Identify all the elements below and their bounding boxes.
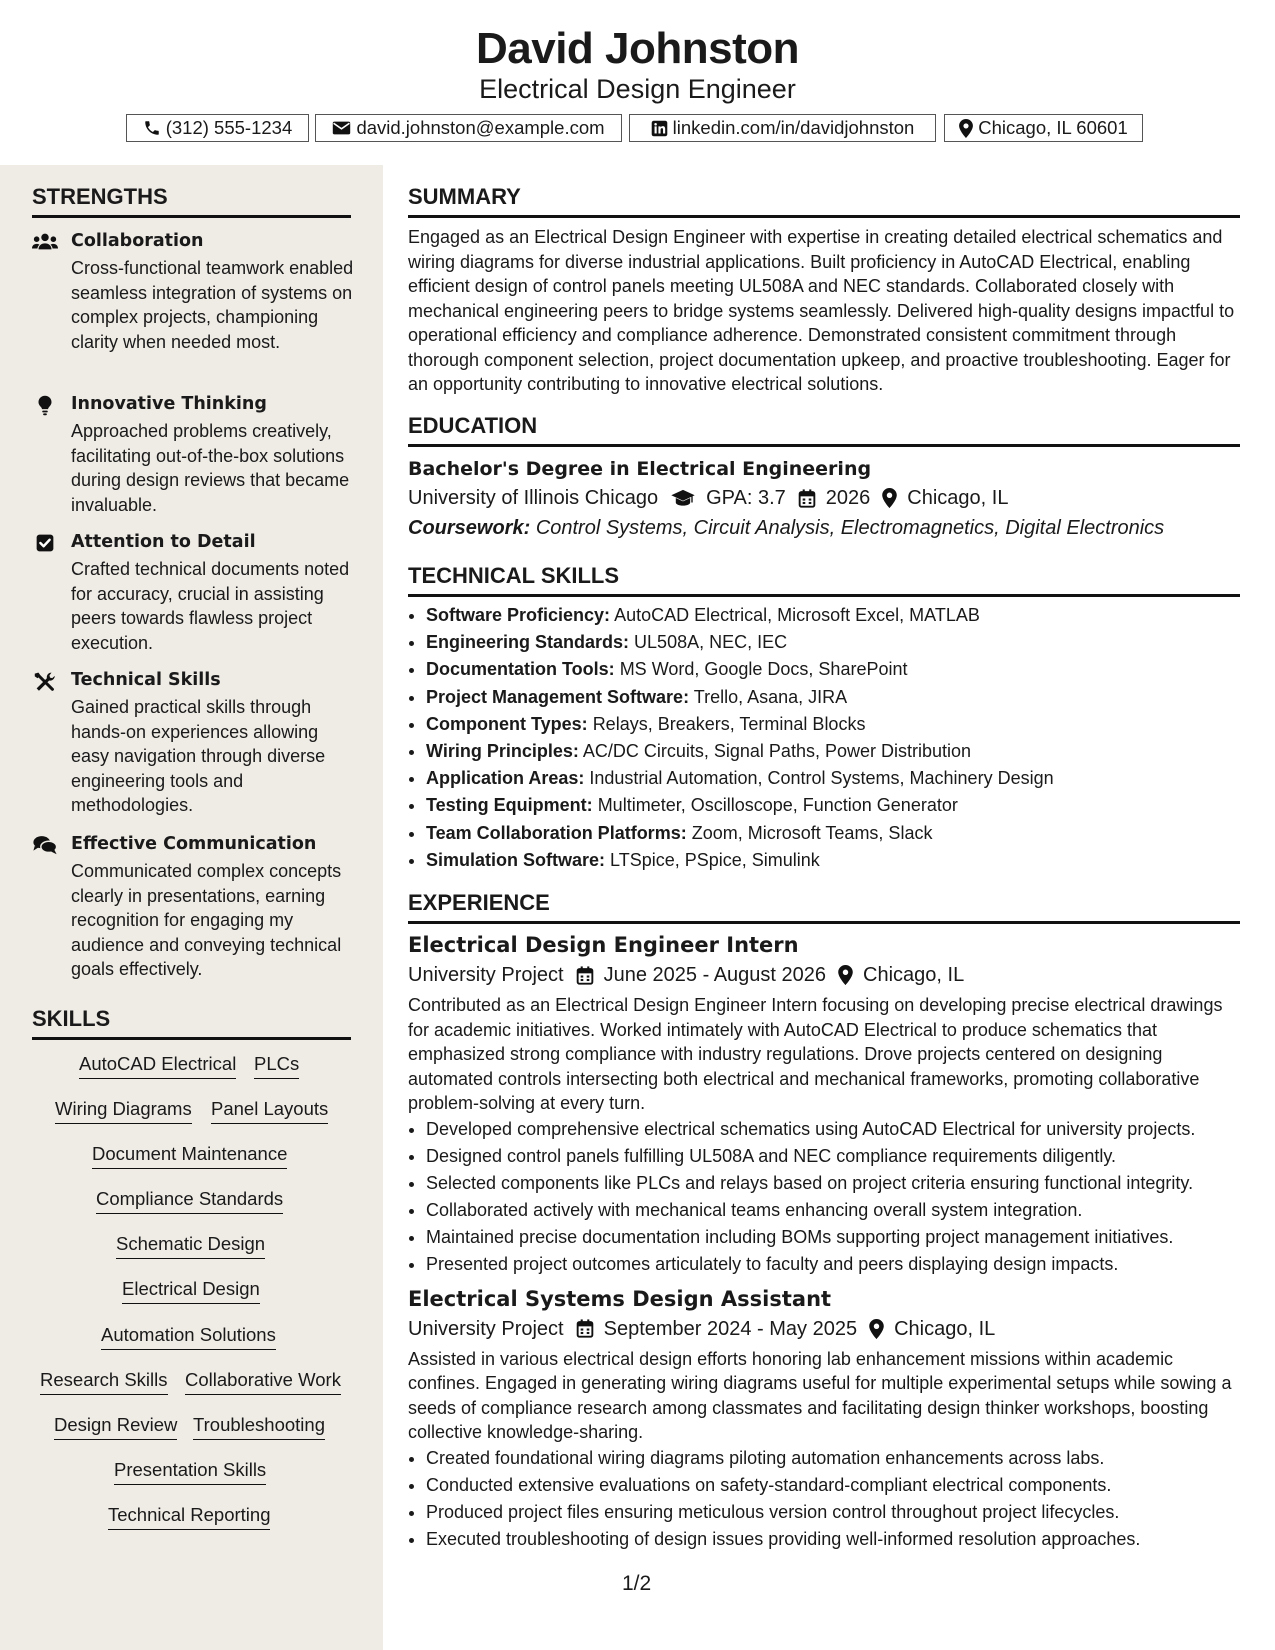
- skill-tag: Electrical Design: [122, 1277, 260, 1304]
- location-text: Chicago, IL 60601: [978, 117, 1128, 138]
- contact-linkedin[interactable]: [629, 114, 936, 142]
- skill-tag: Panel Layouts: [211, 1097, 328, 1124]
- skill-tag: Troubleshooting: [193, 1413, 325, 1440]
- page-number: 1/2: [622, 1572, 652, 1595]
- graduation-year: 2026: [825, 487, 871, 509]
- job-location: Chicago, IL: [863, 964, 965, 986]
- skill-category: Project Management Software:: [426, 686, 690, 707]
- job-bullets: [408, 1116, 1240, 1278]
- experience-section: [408, 889, 1240, 1553]
- job-dates: September 2024 - May 2025: [603, 1317, 858, 1340]
- resume-header: [0, 0, 1275, 165]
- candidate-title: Electrical Design Engineer: [479, 74, 796, 104]
- experience-heading: EXPERIENCE: [408, 889, 1240, 924]
- skill-tag: Document Maintenance: [92, 1142, 287, 1169]
- list-item: • Created foundational wiring diagrams piloting automation enhancements across labs.: [426, 1445, 1240, 1472]
- checkbox-icon: [32, 532, 58, 554]
- strength-title: Collaboration: [71, 231, 204, 251]
- skill-tag: Presentation Skills: [114, 1458, 266, 1485]
- strength-description: Cross-functional teamwork enabled seamless integration of systems on complex projects, championing clarity when needed most.: [71, 258, 354, 352]
- strengths-section: [32, 183, 351, 218]
- skill-category: Team Collaboration Platforms:: [426, 822, 687, 843]
- comments-icon: [32, 834, 58, 856]
- list-item: • Executed troubleshooting of design issues providing well-informed resolution approaches.: [426, 1526, 1240, 1553]
- strength-title: Attention to Detail: [71, 532, 256, 552]
- education-section: [408, 412, 1240, 543]
- job-org: University Project: [408, 1317, 564, 1340]
- coursework-line: [408, 513, 1240, 543]
- email-text: david.johnston@example.com: [356, 117, 605, 138]
- education-heading: EDUCATION: [408, 412, 1240, 447]
- technical-skills-section: [408, 562, 1240, 874]
- skill-tag: Design Review: [54, 1413, 177, 1440]
- job-description: Assisted in various electrical design efforts honoring lab enhancement missions within academic confines. Engaged in generating wiring diagrams useful for multiple experimental setups while sowing a seeds of compliance research among classmates and facilitating design thinker workshops, boosting collective knowledge-sharing.: [408, 1348, 1232, 1442]
- list-item: • Conducted extensive evaluations on safety-standard-compliant electrical components.: [426, 1472, 1240, 1499]
- skill-values: AutoCAD Electrical, Microsoft Excel, MATLAB: [614, 605, 980, 625]
- sidebar: [0, 165, 383, 1650]
- job-title: Electrical Design Engineer Intern: [408, 933, 799, 957]
- skill-values: Trello, Asana, JIRA: [693, 686, 848, 707]
- list-item: • Selected components like PLCs and relays based on project criteria ensuring functional integrity.: [426, 1170, 1240, 1197]
- contact-phone[interactable]: [126, 114, 309, 142]
- summary-heading: SUMMARY: [408, 183, 1240, 218]
- envelope-icon: [332, 120, 351, 136]
- strength-description: Gained practical skills through hands-on experiences allowing easy navigation through diverse engineering tools and methodologies.: [71, 697, 326, 815]
- tools-icon: [32, 670, 58, 692]
- list-item: • Presented project outcomes articulately to faculty and peers displaying design impacts.: [426, 1251, 1240, 1278]
- job-location: Chicago, IL: [894, 1317, 996, 1340]
- skill-category: Application Areas:: [426, 768, 585, 789]
- map-pin-icon: [838, 965, 853, 985]
- strengths-heading: STRENGTHS: [32, 183, 351, 218]
- skill-category: Engineering Standards:: [426, 632, 630, 653]
- calendar-icon: [576, 1319, 594, 1338]
- phone-icon: [143, 119, 161, 137]
- list-item: [426, 656, 1240, 683]
- linkedin-text: linkedin.com/in/davidjohnston: [672, 117, 915, 138]
- contact-email[interactable]: [315, 114, 622, 142]
- coursework-label: Coursework:: [408, 517, 531, 539]
- skill-values: LTSpice, PSpice, Simulink: [610, 849, 820, 870]
- phone-text: (312) 555-1234: [165, 117, 293, 138]
- map-pin-icon: [869, 1319, 884, 1339]
- graduation-cap-icon: [670, 489, 696, 507]
- list-item: [426, 711, 1240, 738]
- users-icon: [32, 231, 58, 253]
- skill-category: Software Proficiency:: [426, 605, 611, 625]
- strength-description: Communicated complex concepts clearly in presentations, earning recognition for engaging my audience and conveying technical goals effectively.: [71, 861, 342, 979]
- job-dates: June 2025 - August 2026: [603, 964, 827, 986]
- coursework-list: Control Systems, Circuit Analysis, Electromagnetics, Digital Electronics: [535, 517, 1165, 539]
- list-item: [426, 820, 1240, 847]
- list-item: [426, 792, 1240, 819]
- strength-title: Effective Communication: [71, 834, 317, 854]
- job-entry: [408, 1284, 1240, 1553]
- list-item: • Collaborated actively with mechanical teams enhancing overall system integration.: [426, 1197, 1240, 1224]
- skill-tag: Compliance Standards: [96, 1187, 283, 1214]
- skill-values: MS Word, Google Docs, SharePoint: [619, 659, 908, 680]
- list-item: • Maintained precise documentation including BOMs supporting project management initiatives.: [426, 1224, 1240, 1251]
- skills-section: [32, 1005, 351, 1040]
- skill-category: Component Types:: [426, 713, 588, 734]
- job-description: Contributed as an Electrical Design Engineer Intern focusing on developing precise electrical drawings for academic initiatives. Worked intimately with AutoCAD Electrical to produce schematics that emphasized strong compliance with industry regulations. Drove projects centered on designing automated controls intersecting both electrical and mechanical frameworks, promoting collaborative problem-solving at every turn.: [408, 995, 1223, 1113]
- skill-tag: Schematic Design: [116, 1232, 265, 1259]
- technical-skills-list: [408, 602, 1240, 874]
- skill-values: Industrial Automation, Control Systems, Machinery Design: [589, 768, 1054, 789]
- list-item: [426, 738, 1240, 765]
- skill-tag: AutoCAD Electrical: [79, 1052, 236, 1079]
- strength-description: Approached problems creatively, facilitating out-of-the-box solutions during design reviews that became invaluable.: [71, 421, 350, 515]
- job-org: University Project: [408, 964, 564, 986]
- job-meta: [408, 960, 1240, 990]
- school-name: University of Illinois Chicago: [408, 487, 659, 509]
- skill-tag: Wiring Diagrams: [55, 1097, 192, 1124]
- skill-tag: Research Skills: [40, 1368, 168, 1395]
- list-item: • Produced project files ensuring meticulous version control throughout project lifecycles.: [426, 1499, 1240, 1526]
- skill-category: Testing Equipment:: [426, 795, 593, 816]
- contact-location[interactable]: [944, 114, 1143, 142]
- job-bullets: [408, 1445, 1240, 1553]
- list-item: • Developed comprehensive electrical schematics using AutoCAD Electrical for university projects.: [426, 1116, 1240, 1143]
- skills-heading: SKILLS: [32, 1005, 351, 1040]
- strength-title: Technical Skills: [71, 670, 221, 690]
- summary-section: [408, 183, 1240, 397]
- strength-description: Crafted technical documents noted for accuracy, crucial in assisting peers towards flawless project execution.: [71, 559, 350, 653]
- list-item: [426, 765, 1240, 792]
- list-item: [426, 847, 1240, 874]
- skill-category: Simulation Software:: [426, 849, 606, 870]
- lightbulb-icon: [32, 394, 58, 416]
- education-meta: [408, 483, 1240, 513]
- calendar-icon: [798, 489, 816, 508]
- skill-tag: Collaborative Work: [185, 1368, 341, 1395]
- skill-tag: Automation Solutions: [101, 1323, 276, 1350]
- skill-category: Documentation Tools:: [426, 659, 615, 680]
- gpa-text: GPA: 3.7: [706, 487, 786, 509]
- list-item: • Designed control panels fulfilling UL508A and NEC compliance requirements diligently.: [426, 1143, 1240, 1170]
- map-pin-icon: [959, 119, 973, 138]
- skill-values: UL508A, NEC, IEC: [634, 632, 788, 653]
- job-meta: [408, 1314, 1240, 1344]
- candidate-name: David Johnston: [475, 24, 800, 73]
- skill-values: Zoom, Microsoft Teams, Slack: [691, 822, 933, 843]
- skill-values: Relays, Breakers, Terminal Blocks: [592, 713, 866, 734]
- map-pin-icon: [882, 488, 897, 508]
- skill-values: AC/DC Circuits, Signal Paths, Power Distribution: [582, 741, 972, 762]
- calendar-icon: [576, 966, 594, 985]
- degree-title: Bachelor's Degree in Electrical Engineering: [408, 458, 872, 480]
- summary-text: Engaged as an Electrical Design Engineer with expertise in creating detailed electrical schematics and wiring diagrams for diverse industrial applications. Built proficiency in AutoCAD Electrical, enabling efficient design of control panels meeting UL508A and NEC standards. Collaborated closely with mechanical engineering peers to bridge systems seamlessly. Delivered high-quality designs impactful to operational efficiency and compliance adherence. Demonstrated consistent commitment through thorough component selection, project documentation upkeep, and proactive troubleshooting. Eager for an opportunity contributing to innovative electrical solutions.: [408, 227, 1235, 394]
- list-item: [426, 602, 1240, 629]
- strength-title: Innovative Thinking: [71, 394, 267, 414]
- education-location: Chicago, IL: [907, 487, 1009, 509]
- contact-bar: [0, 114, 1275, 144]
- technical-skills-heading: TECHNICAL SKILLS: [408, 562, 1240, 597]
- list-item: [426, 684, 1240, 711]
- linkedin-icon: [651, 120, 668, 137]
- skill-tag: PLCs: [254, 1052, 299, 1079]
- skill-tag: Technical Reporting: [108, 1503, 270, 1530]
- job-title: Electrical Systems Design Assistant: [408, 1286, 832, 1311]
- skill-values: Multimeter, Oscilloscope, Function Generator: [597, 795, 958, 816]
- list-item: [426, 629, 1240, 656]
- skill-category: Wiring Principles:: [426, 741, 579, 762]
- job-entry: [408, 930, 1240, 1278]
